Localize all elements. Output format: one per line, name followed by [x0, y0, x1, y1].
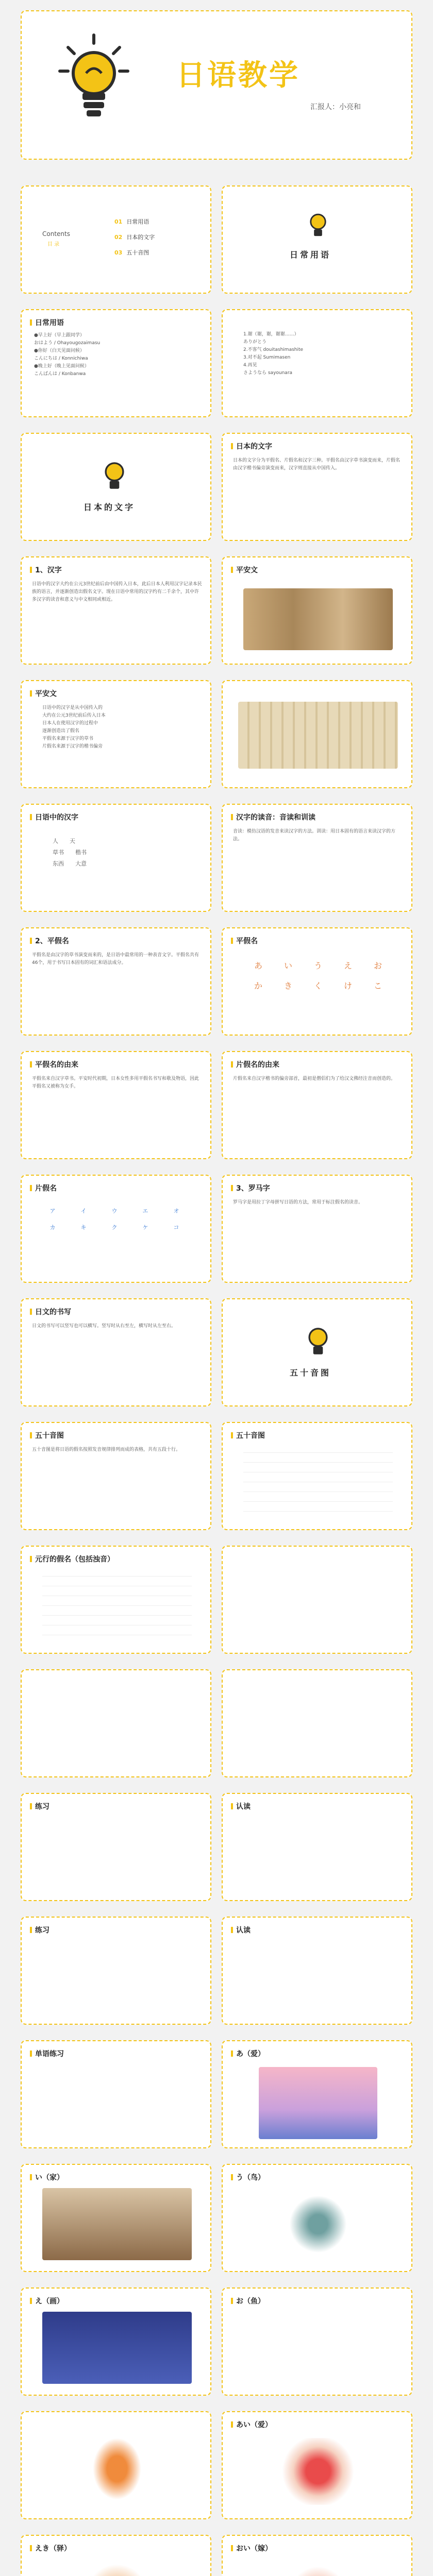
- greetings-right-slide: [222, 309, 412, 417]
- slide-text: 日语中的汉字大约在公元3世纪前后由中国传入日本，此后日本人利用汉字记录本民族的语言，并逐渐创造出假名文字。现在日语中常用的汉字约有二千余个，其中许多汉字的读音和意义与中文相同或相近。: [32, 582, 202, 602]
- romaji-slide: [222, 1175, 412, 1283]
- cover-title: 日语教学: [176, 59, 300, 92]
- katakana-grid: ア イ ウ エ オ カ キ ク ケ コ: [49, 1208, 179, 1231]
- word-i-slide: [21, 2164, 211, 2272]
- slide-title: お（鱼）: [231, 2296, 265, 2306]
- contents-slide: [21, 185, 211, 294]
- blank-slide: [21, 1669, 211, 1777]
- voiced-grid: [42, 1572, 192, 1645]
- gojuon-table-slide: [222, 1422, 412, 1530]
- slide-text: 平假名是由汉字的草书演变而来的，是日语中最常用的一种表音文字。平假名共有46个，用于书写日本固有的词汇和语法成分。: [32, 953, 199, 965]
- contents-item[interactable]: 01 日常用语: [114, 218, 149, 225]
- word-o-slide: [222, 2287, 412, 2396]
- blank-slide: [222, 1546, 412, 1654]
- kanji-text-slide: [21, 680, 211, 788]
- slide-title: 五十音图: [30, 1430, 64, 1440]
- writing-slide: [21, 1298, 211, 1406]
- heart-hands-image: [274, 2438, 362, 2505]
- room-image: [42, 2188, 192, 2260]
- lightbulb-icon: [99, 454, 130, 496]
- slide-title: 平安文: [231, 565, 258, 575]
- word-yo-slide: [21, 2535, 211, 2576]
- hiragana-slide: [21, 927, 211, 1036]
- section3-slide: [222, 1298, 412, 1406]
- cover-slide: [21, 10, 412, 160]
- slide-text: 日文的书写可以竖写也可以横写。竖写时从右至左，横写时从左至右。: [32, 1324, 176, 1329]
- section1-slide: [222, 185, 412, 294]
- slide-text: 日本的文字分为平假名、片假名和汉字三种。平假名由汉字草书演变而来，片假名由汉字楷书偏旁演变而来，汉字则直接从中国传入。: [233, 458, 401, 471]
- gojuon-grid: [243, 1449, 393, 1521]
- kata-origin-slide: [222, 1051, 412, 1159]
- greeting-right-lines: 1.谢（谢，谢，谢谢……） ありがとう 2.不客气 douitashimashite 3.对不起 Sumimasen 4.再见 さようなら sayounara: [243, 332, 304, 376]
- slide-title: 日文的书写: [30, 1307, 71, 1317]
- slide-title: 片假名的由来: [231, 1059, 279, 1070]
- word-ai-slide: [222, 2411, 412, 2519]
- section-title: 日常用语: [290, 250, 331, 260]
- hiragana-table-slide: [222, 927, 412, 1036]
- fish-image: [89, 2433, 145, 2505]
- slide-text: 罗马字是用拉丁字母拼写日语的方法，常用于标注假名的读音。: [233, 1200, 363, 1205]
- lightbulb-icon: [303, 1320, 334, 1361]
- kanji-image-slide: [222, 556, 412, 665]
- slide-title: えき（驿）: [30, 2543, 71, 2553]
- kids-image: [78, 2562, 156, 2576]
- calligraphy-image: [243, 588, 393, 650]
- cover-reporter: 汇报人：小亮和: [310, 103, 361, 111]
- sunset-image: [259, 2067, 377, 2139]
- contents-label: Contents: [42, 230, 70, 238]
- slide-title: 片假名: [30, 1183, 57, 1193]
- word-e-slide: [21, 2287, 211, 2396]
- slide-title: い（家）: [30, 2172, 64, 2182]
- slide-title: え（画）: [30, 2296, 64, 2306]
- slide-title: 练习: [30, 1925, 49, 1935]
- gojuon-voiced-slide: [21, 1546, 211, 1654]
- slide-text: 片假名来自汉字楷书的偏旁部首，最初是僧侣们为了给汉文佛经注音而创造的。: [233, 1076, 396, 1081]
- slide-title: 日本的文字: [231, 441, 272, 451]
- slide-text: 五十音图是将日语的假名按照发音规律排列而成的表格，共有五段十行。: [32, 1447, 181, 1452]
- section2-slide: [21, 433, 211, 541]
- night-image: [42, 2312, 192, 2384]
- slide-title: 2、平假名: [30, 936, 69, 946]
- kanji-read-slide: [222, 804, 412, 912]
- greetings-slide: [21, 309, 211, 417]
- slide-title: 1、汉字: [30, 565, 62, 575]
- slide-title: 元行的假名（包括浊音）: [30, 1554, 114, 1564]
- hiragana-grid: あ い う え お か き く け こ: [254, 961, 382, 991]
- contents-item[interactable]: 03 五十音图: [114, 249, 149, 256]
- slide-title: あ（爱）: [231, 2048, 265, 2059]
- lightbulb-icon: [58, 32, 130, 127]
- kanji-calligraphy-slide: [222, 680, 412, 788]
- slide-title: 汉字的读音：音读和训读: [231, 812, 315, 822]
- hira-origin-slide: [21, 1051, 211, 1159]
- word-a-slide: [222, 2040, 412, 2148]
- slide-title: 日语中的汉字: [30, 812, 78, 822]
- recognize-slide: [222, 1793, 412, 1901]
- baby-image: [285, 2562, 352, 2576]
- kanji-tip-slide: [21, 804, 211, 912]
- slide-title: 认读: [231, 1801, 251, 1811]
- slide-title: 平假名: [231, 936, 258, 946]
- lightbulb-icon: [305, 207, 331, 242]
- greeting-lines: ●早上好（早上跟同学） おはよう / Ohayougozaimasu ●你好（白天见面问候） こんにちは / Konnichiwa ●晚上好（晚上见面问候） こんばんは / Konbanwa: [34, 333, 101, 377]
- slide-title: 平安文: [30, 688, 57, 699]
- section-title: 日本的文字: [84, 502, 136, 512]
- slide-title: 练习: [30, 1801, 49, 1811]
- slide-words: 人 天 草书 楷书 东西 大意: [53, 838, 87, 867]
- kanji-slide: [21, 556, 211, 665]
- practice2-slide: [21, 1917, 211, 2025]
- calligraphy-scroll-image: [238, 702, 398, 769]
- slide-text: 音读：模仿汉语的发音来读汉字的方法。训读：用日本固有的语言来读汉字的方法。: [233, 829, 396, 842]
- blank-slide: [222, 1669, 412, 1777]
- slide-title: 平假名的由来: [30, 1059, 78, 1070]
- slide-title: う（鸟）: [231, 2172, 265, 2182]
- section-title: 五十音图: [290, 1368, 331, 1378]
- fish-slide: [21, 2411, 211, 2519]
- word-u-slide: [222, 2164, 412, 2272]
- slide-lines: 日语中的汉字是从中国传入的 大约在公元3世纪前后传入日本 日本人在使用汉字的过程中 逐渐创造出了假名 平假名来源于汉字的草书 片假名来源于汉字的楷书偏旁: [42, 705, 106, 749]
- slide-title: 五十音图: [231, 1430, 265, 1440]
- slide-title: 单语练习: [30, 2048, 64, 2059]
- word-slide: [21, 2040, 211, 2148]
- bird-image: [285, 2191, 352, 2258]
- slide-title: おい（嫁）: [231, 2543, 272, 2553]
- contents-sub: 目 录: [47, 242, 60, 247]
- writing-intro-slide: [222, 433, 412, 541]
- katakana-slide: [21, 1175, 211, 1283]
- slide-text: 平假名来自汉字草书。平安时代初期，日本女性多用平假名书写和歌及物语，因此平假名又被称为女手。: [32, 1076, 199, 1089]
- recognize2-slide: [222, 1917, 412, 2025]
- word-ko-slide: [222, 2535, 412, 2576]
- contents-item[interactable]: 02 日本的文字: [114, 234, 155, 241]
- slide-title: あい（爱）: [231, 2419, 272, 2430]
- gojuon-intro-slide: [21, 1422, 211, 1530]
- slide-title: 日常用语: [30, 317, 64, 328]
- slide-title: 认读: [231, 1925, 251, 1935]
- contents-list: [114, 217, 202, 257]
- slide-title: 3、罗马字: [231, 1183, 270, 1193]
- practice-slide: [21, 1793, 211, 1901]
